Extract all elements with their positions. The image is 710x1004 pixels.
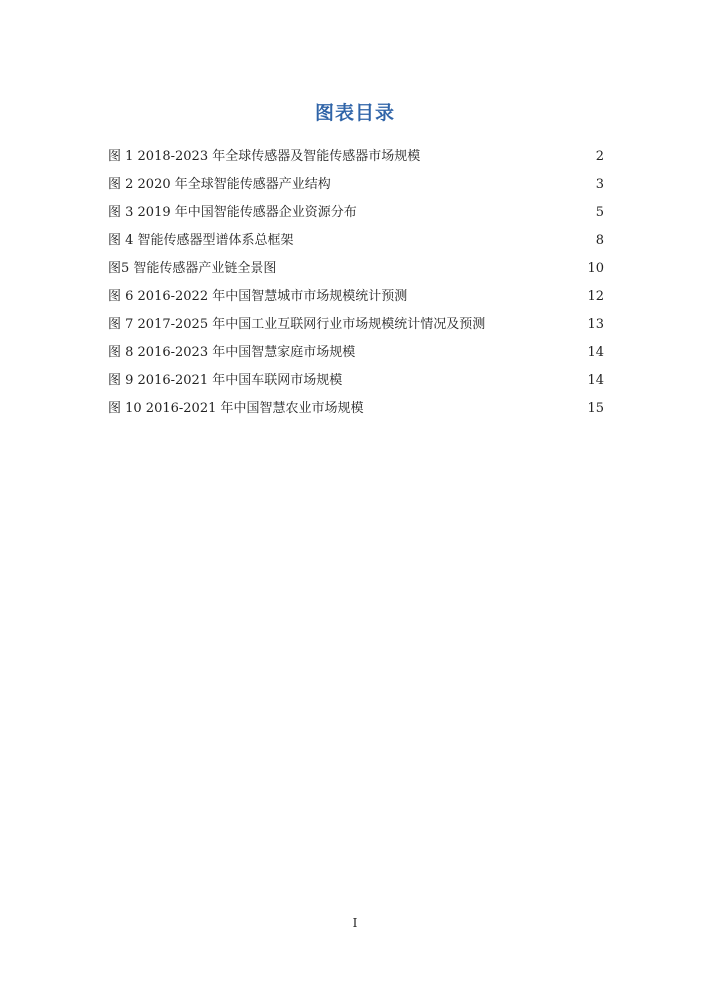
toc-entry-page: 15 [587, 401, 604, 416]
toc-entry[interactable] [108, 283, 604, 311]
toc-entry-label: 图 10 2016-2021 年中国智慧农业市场规模 [108, 401, 364, 416]
toc-entry-label: 图 1 2018-2023 年全球传感器及智能传感器市场规模 [108, 149, 421, 164]
toc-entry-label: 图 8 2016-2023 年中国智慧家庭市场规模 [108, 345, 356, 360]
toc-entry-page: 8 [595, 233, 604, 248]
toc-entry[interactable] [108, 255, 604, 283]
toc-entry-page: 2 [595, 149, 604, 164]
toc-entry[interactable] [108, 367, 604, 395]
toc-entry-page: 5 [595, 205, 604, 220]
toc-title: 图表目录 [314, 102, 395, 124]
toc-entry-label: 图 4 智能传感器型谱体系总框架 [108, 233, 294, 248]
toc-entry-page: 14 [587, 373, 604, 388]
toc-entry-page: 14 [587, 345, 604, 360]
toc-entry-label: 图 3 2019 年中国智能传感器企业资源分布 [108, 205, 357, 220]
toc-entry-page: 13 [587, 317, 604, 332]
toc-entry[interactable] [108, 143, 604, 171]
toc-entry-label: 图 6 2016-2022 年中国智慧城市市场规模统计预测 [108, 289, 408, 304]
toc-entry-label: 图5 智能传感器产业链全景图 [108, 261, 277, 276]
toc-entry-page: 12 [587, 289, 604, 304]
toc-entry-page: 3 [595, 177, 604, 192]
figure-toc-list [108, 143, 604, 423]
toc-entry[interactable] [108, 339, 604, 367]
toc-entry-label: 图 2 2020 年全球智能传感器产业结构 [108, 177, 331, 192]
toc-entry-page: 10 [587, 261, 604, 276]
page-number: I [352, 916, 358, 930]
toc-entry-label: 图 9 2016-2021 年中国车联网市场规模 [108, 373, 343, 388]
toc-entry[interactable] [108, 199, 604, 227]
toc-entry[interactable] [108, 227, 604, 255]
toc-entry[interactable] [108, 395, 604, 423]
toc-entry[interactable] [108, 311, 604, 339]
toc-entry-label: 图 7 2017-2025 年中国工业互联网行业市场规模统计情况及预测 [108, 317, 486, 332]
toc-entry[interactable] [108, 171, 604, 199]
